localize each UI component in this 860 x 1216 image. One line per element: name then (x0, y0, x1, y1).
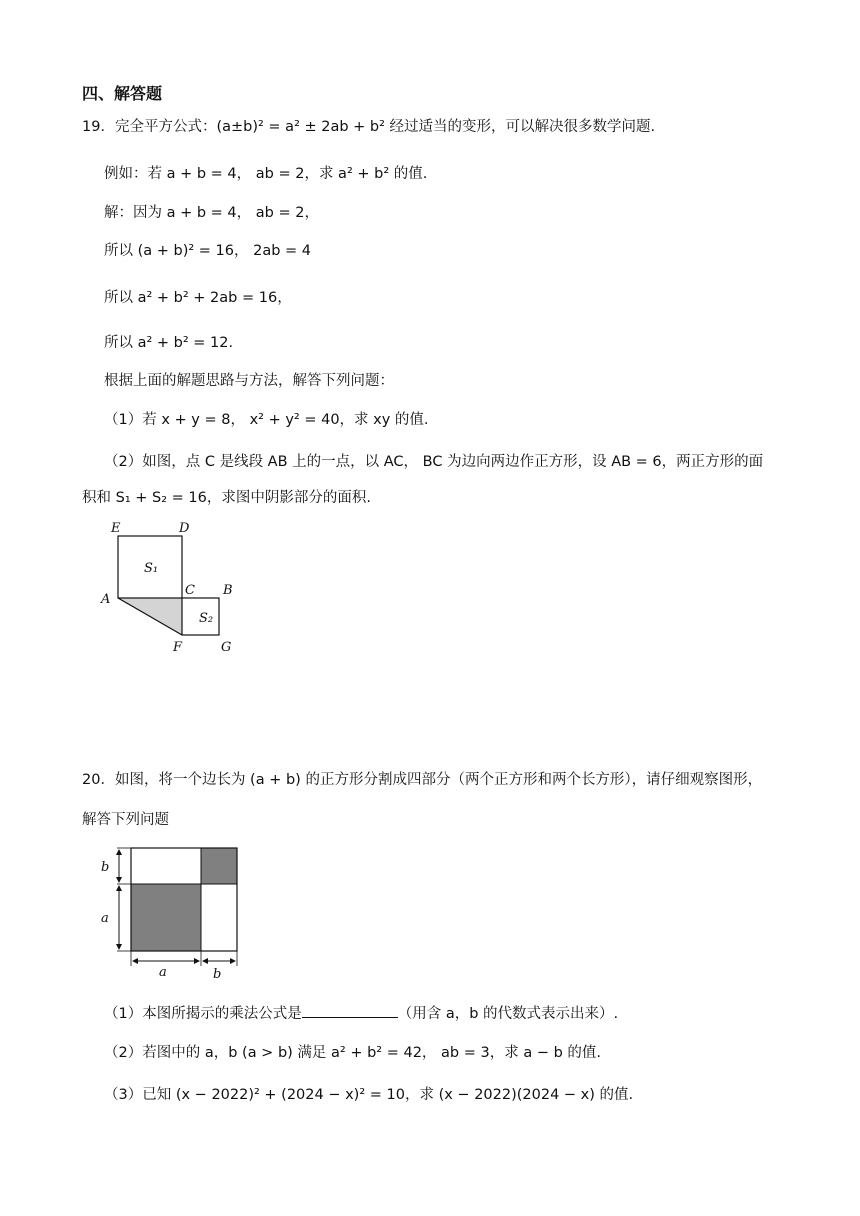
q19-figure (95, 518, 245, 658)
q19-part-2: （2）如图，点 C 是线段 AB 上的一点，以 AC， BC 为边向两边作正方形，设 AB = 6，两正方形的面 (104, 454, 764, 470)
q20-part-3: （3）已知 (x − 2022)² + (2024 − x)² = 10，求 (x − 2022)(2024 − x) 的值. (104, 1087, 634, 1103)
q20-figure (95, 840, 245, 980)
label-s2: S₂ (199, 611, 214, 626)
q19-solution-line-2: 所以 (a + b)² = 16， 2ab = 4 (104, 243, 312, 259)
q20-part-1-text: （1）本图所揭示的乘法公式是 (104, 1006, 302, 1022)
label-c: C (185, 583, 195, 598)
q20-intro-cont: 解答下列问题 (82, 812, 169, 828)
q20-intro: 20．如图，将一个边长为 (a + b) 的正方形分割成四部分（两个正方形和两个长方形），请仔细观察图形， (82, 772, 763, 788)
square-b (201, 848, 237, 884)
q19-part-2-cont: 积和 S₁ + S₂ = 16，求图中阴影部分的面积. (82, 490, 371, 506)
answer-blank[interactable] (302, 1003, 398, 1018)
label-a-left: a (101, 911, 109, 926)
q19-intro: 19．完全平方公式：(a±b)² = a² ± 2ab + b² 经过适当的变形，可以解决很多数学问题. (82, 119, 656, 135)
label-b-bottom: b (213, 967, 222, 982)
label-g: G (221, 640, 232, 655)
label-b: B (223, 583, 233, 598)
q20-part-2: （2）若图中的 a，b (a > b) 满足 a² + b² = 42， ab = 3，求 a − b 的值. (104, 1045, 601, 1061)
q19-solution-line-4: 所以 a² + b² = 12. (104, 335, 234, 351)
q19-instruction: 根据上面的解题思路与方法，解答下列问题： (104, 373, 394, 389)
q20-part-1 (104, 1003, 618, 1024)
label-b-left: b (101, 860, 110, 875)
label-e: E (111, 521, 121, 536)
section-title: 四、解答题 (82, 84, 163, 103)
square-a (131, 884, 201, 951)
q19-example: 例如：若 a + b = 4， ab = 2，求 a² + b² 的值. (104, 166, 428, 182)
label-s1: S₁ (144, 561, 159, 576)
label-f: F (173, 640, 183, 655)
label-a-bottom: a (159, 965, 167, 980)
label-a: A (101, 592, 111, 607)
q19-solution-line-3: 所以 a² + b² + 2ab = 16， (104, 290, 292, 306)
q19-solution-line-1: 解：因为 a + b = 4， ab = 2， (104, 205, 319, 221)
label-d: D (179, 521, 190, 536)
q20-part-1-hint: （用含 a，b 的代数式表示出来）. (397, 1006, 619, 1022)
q19-part-1: （1）若 x + y = 8， x² + y² = 40，求 xy 的值. (104, 412, 429, 428)
